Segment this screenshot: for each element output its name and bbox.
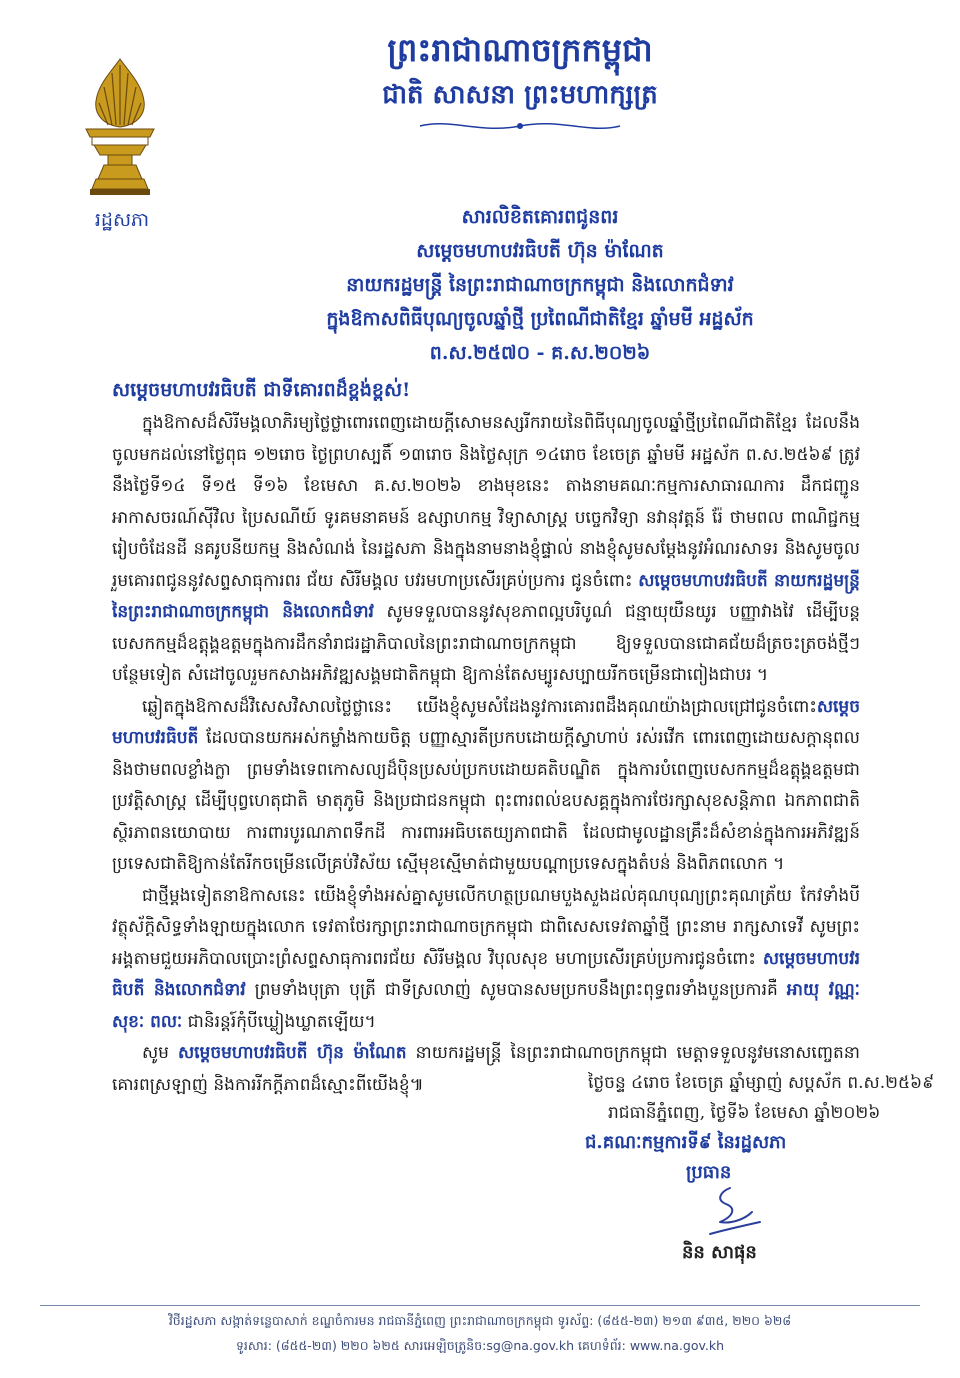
salutation: សម្តេចមហាបវរធិបតី ជាទីគោរពដ៏ខ្ពង់ខ្ពស់! (112, 379, 411, 401)
title-line-3: នាយករដ្ឋមន្ត្រី នៃព្រះរាជាណាចក្រកម្ពុជា និងលោកជំទាវ (346, 274, 734, 296)
paragraph-2: ឆ្លៀតក្នុងឱកាសដ៏វិសេសវិសាលថ្លៃថ្លានេះ យើងខ្ញុំសូមសំដែងនូវការគោរពដឹងគុណយ៉ាងជ្រាលជ្រៅជូនចំពោះសម្តេចមហាបវរធិបតី ដែលបានយកអស់កម្លាំងកាយចិត្ត បញ្ញាស្មារតីប្រកបដោយក្តីស្វាហាប់ រស់រវើក ពោរពេញដោយសក្តានុពល និងថាមពលខ្លាំងក្លា ព្រមទាំងទេពកោសល្យដ៏ប៉ិនប្រសប់ប្រកបដោយគតិបណ្ឌិត ក្នុងការបំពេញបេសកកម្មដ៏ឧត្តុង្គឧត្តមជាប្រវត្តិសាស្ត្រ ដើម្បីបុព្វហេតុជាតិ មាតុភូមិ និងប្រជាជនកម្ពុជា ពុះពារពល់ឧបសគ្គក្នុងការថែរក្សាសុខសន្តិភាព ឯកភាពជាតិ ស្ថិរភាពនយោបាយ ការពារបូរណភាពទឹកដី ការពារអធិបតេយ្យភាពជាតិ ដែលជាមូលដ្ឋានគ្រឹះដ៏សំខាន់ក្នុងការអភិវឌ្ឍន៍ប្រទេសជាតិឱ្យកាន់តែរីកចម្រើនលើគ្រប់វិស័យ ស្មើមុខស្មើមាត់ជាមួយបណ្តាប្រទេសក្នុងតំបន់ និងពិភពលោក ។ (112, 696, 860, 874)
national-assembly-emblem-icon (70, 55, 170, 205)
letter-title (180, 200, 900, 370)
title-line-1: សារលិខិតគោរពជូនពរ (461, 206, 619, 228)
title-line-4: ក្នុងឱកាសពិធីបុណ្យចូលឆ្នាំថ្មី ប្រពៃណីជាតិខ្មែរ ឆ្នាំមមី អដ្ឋស័ក (326, 308, 754, 330)
signer-role: ប្រធាន (686, 1162, 732, 1183)
signer-name: និន សាផុន (682, 1242, 757, 1263)
committee-name: ជ.គណៈកម្មការទី៩ នៃរដ្ឋសភា (585, 1132, 787, 1153)
paragraph-1: ក្នុងឱកាសដ៏សិរីមង្គលាភិរម្យថ្លៃថ្លាពោរពេញដោយក្តីសោមនស្សរីករាយនៃពិធីបុណ្យចូលឆ្នាំថ្មីប្រពៃណីជាតិខ្មែរ ដែលនឹងចូលមកដល់នៅថ្ងៃពុធ ១២រោច ថ្ងៃព្រហស្បតិ៍ ១៣រោច និងថ្ងៃសុក្រ ១៤រោច ខែចេត្រ ឆ្នាំមមី អដ្ឋស័ក ព.ស.២៥៦៩ ត្រូវនឹងថ្ងៃទី១៤ ទី១៥ ទី១៦ ខែមេសា គ.ស.២០២៦ ខាងមុខនេះ តាងនាមគណៈកម្មការសាធារណការ ដឹកជញ្ជូន អាកាសចរណ៍ស៊ីវិល ប្រៃសណីយ៍ ទូរគមនាគមន៍ ឧស្សាហកម្ម វិទ្យាសាស្ត្រ បច្ចេកវិទ្យា នវានុវត្តន៍ រ៉ែ ថាមពល ពាណិជ្ជកម្ម រៀបចំដែនដី នគរូបនីយកម្ម និងសំណង់ នៃរដ្ឋសភា និងក្នុងនាមនាងខ្ញុំផ្ទាល់ នាងខ្ញុំសូមសម្តែងនូវអំណរសាទរ និងសូមចូលរួមគោរពជូននូវសព្ទសាធុការពរ ជ័យ សិរីមង្គល បវរមហាប្រសើរគ្រប់ប្រការ ជូនចំពោះ សម្តេចមហាបវរធិបតី នាយករដ្ឋមន្ត្រីនៃព្រះរាជាណាចក្រកម្ពុជា និងលោកជំទាវ សូមទទួលបាននូវសុខភាពល្អបរិបូណ៌ ជន្មាយុយឺនយូរ បញ្ញាវាងវៃ ដើម្បីបន្តបេសកកម្មដ៏ឧត្តុង្គឧត្តមក្នុងការដឹកនាំរាជរដ្ឋាភិបាលនៃព្រះរាជាណាចក្រកម្ពុជា ឱ្យទទួលបានជោគជ័យដ៏ត្រចះត្រចង់ថ្មីៗបន្ថែមទៀត សំដៅចូលរួមកសាងអភិវឌ្ឍសង្គមជាតិកម្ពុជា ឱ្យកាន់តែសម្បូរសប្បាយរីកចម្រើនជាពៀងជាបរ ។ (112, 413, 860, 685)
kingdom-heading: ព្រះរាជាណាចក្រកម្ពុជា (387, 31, 653, 69)
emblem-caption: រដ្ឋសភា (94, 209, 150, 231)
paragraph-3: ជាថ្មីម្តងទៀតនាឱកាសនេះ យើងខ្ញុំទាំងអស់គ្នាសូមលើកហត្ថប្រណមបួងសួងដល់គុណបុណ្យព្រះគុណត្រ័យ កែវទាំងបី វត្ថុស័ក្តិសិទ្ធទាំងឡាយក្នុងលោក ទេវតាថែរក្សាព្រះរាជាណាចក្រកម្ពុជា ជាពិសេសទេវតាឆ្នាំថ្មី ព្រះនាម រាក្សសាទេវី សូមព្រះអង្គតាមជួយអភិបាលប្រោះព្រំសព្ទសាធុការពរជ័យ សិរីមង្គល វិបុលសុខ មហាប្រសើរគ្រប់ប្រការជូនចំពោះ សម្តេចមហាបវរធិបតី និងលោកជំទាវ ព្រមទាំងបុត្រា បុត្រី ជាទីស្រលាញ់ សូមបានសមប្រកបនឹងព្រះពុទ្ធពរទាំងបួនប្រការគឺ អាយុ វណ្ណៈ សុខៈ ពលៈ ជានិរន្តរ៍កុំបីឃ្លៀងឃ្លាតឡើយ។ (112, 885, 860, 1032)
handwritten-signature (690, 1182, 770, 1240)
title-line-5: ព.ស.២៥៧០ - គ.ស.២០២៦ (429, 342, 651, 364)
ornament-divider-icon (410, 118, 630, 134)
footer-divider (40, 1305, 920, 1306)
paragraph-4: សូម សម្តេចមហាបវរធិបតី ហ៊ុន ម៉ាណែត នាយករដ្ឋមន្ត្រី នៃព្រះរាជាណាចក្រកម្ពុជា មេត្តាទទួលនូវមនោសញ្ចេតនាគោរពស្រឡាញ់ និងការរីកក្តីភាពដ៏ស្មោះពីយើងខ្ញុំ៕ (112, 1043, 860, 1095)
lunar-date: ថ្ងៃចន្ទ ៤រោច ខែចេត្រ ឆ្នាំម្សាញ់ សប្តស័ក ព.ស.២៥៦៩ (588, 1073, 935, 1093)
footer-address: វិថីរដ្ឋសភា សង្កាត់ទន្លេបាសាក់ ខណ្ឌចំការមន រាជធានីភ្នំពេញ ព្រះរាជាណាចក្រកម្ពុជា ទូរស័ព្ទ: (៨៥៥-២៣) ២១៣ ៩៣៥, ២២០ ៦២៨ (168, 1313, 792, 1328)
letter-body (112, 408, 860, 1101)
national-motto: ជាតិ សាសនា ព្រះមហាក្សត្រ (382, 80, 658, 110)
footer-contact: ទូរសារ: (៨៥៥-២៣) ២២០ ៦២៥ សារអេឡិចត្រូនិច:sg@na.gov.kh គេហទំព័រ: www.na.gov.kh (235, 1338, 725, 1353)
title-line-2: សម្តេចមហាបវរធិបតី ហ៊ុន ម៉ាណែត (416, 240, 664, 262)
solar-date: រាជធានីភ្នំពេញ, ថ្ងៃទី៦ ខែមេសា ឆ្នាំ២០២៦ (608, 1103, 881, 1123)
